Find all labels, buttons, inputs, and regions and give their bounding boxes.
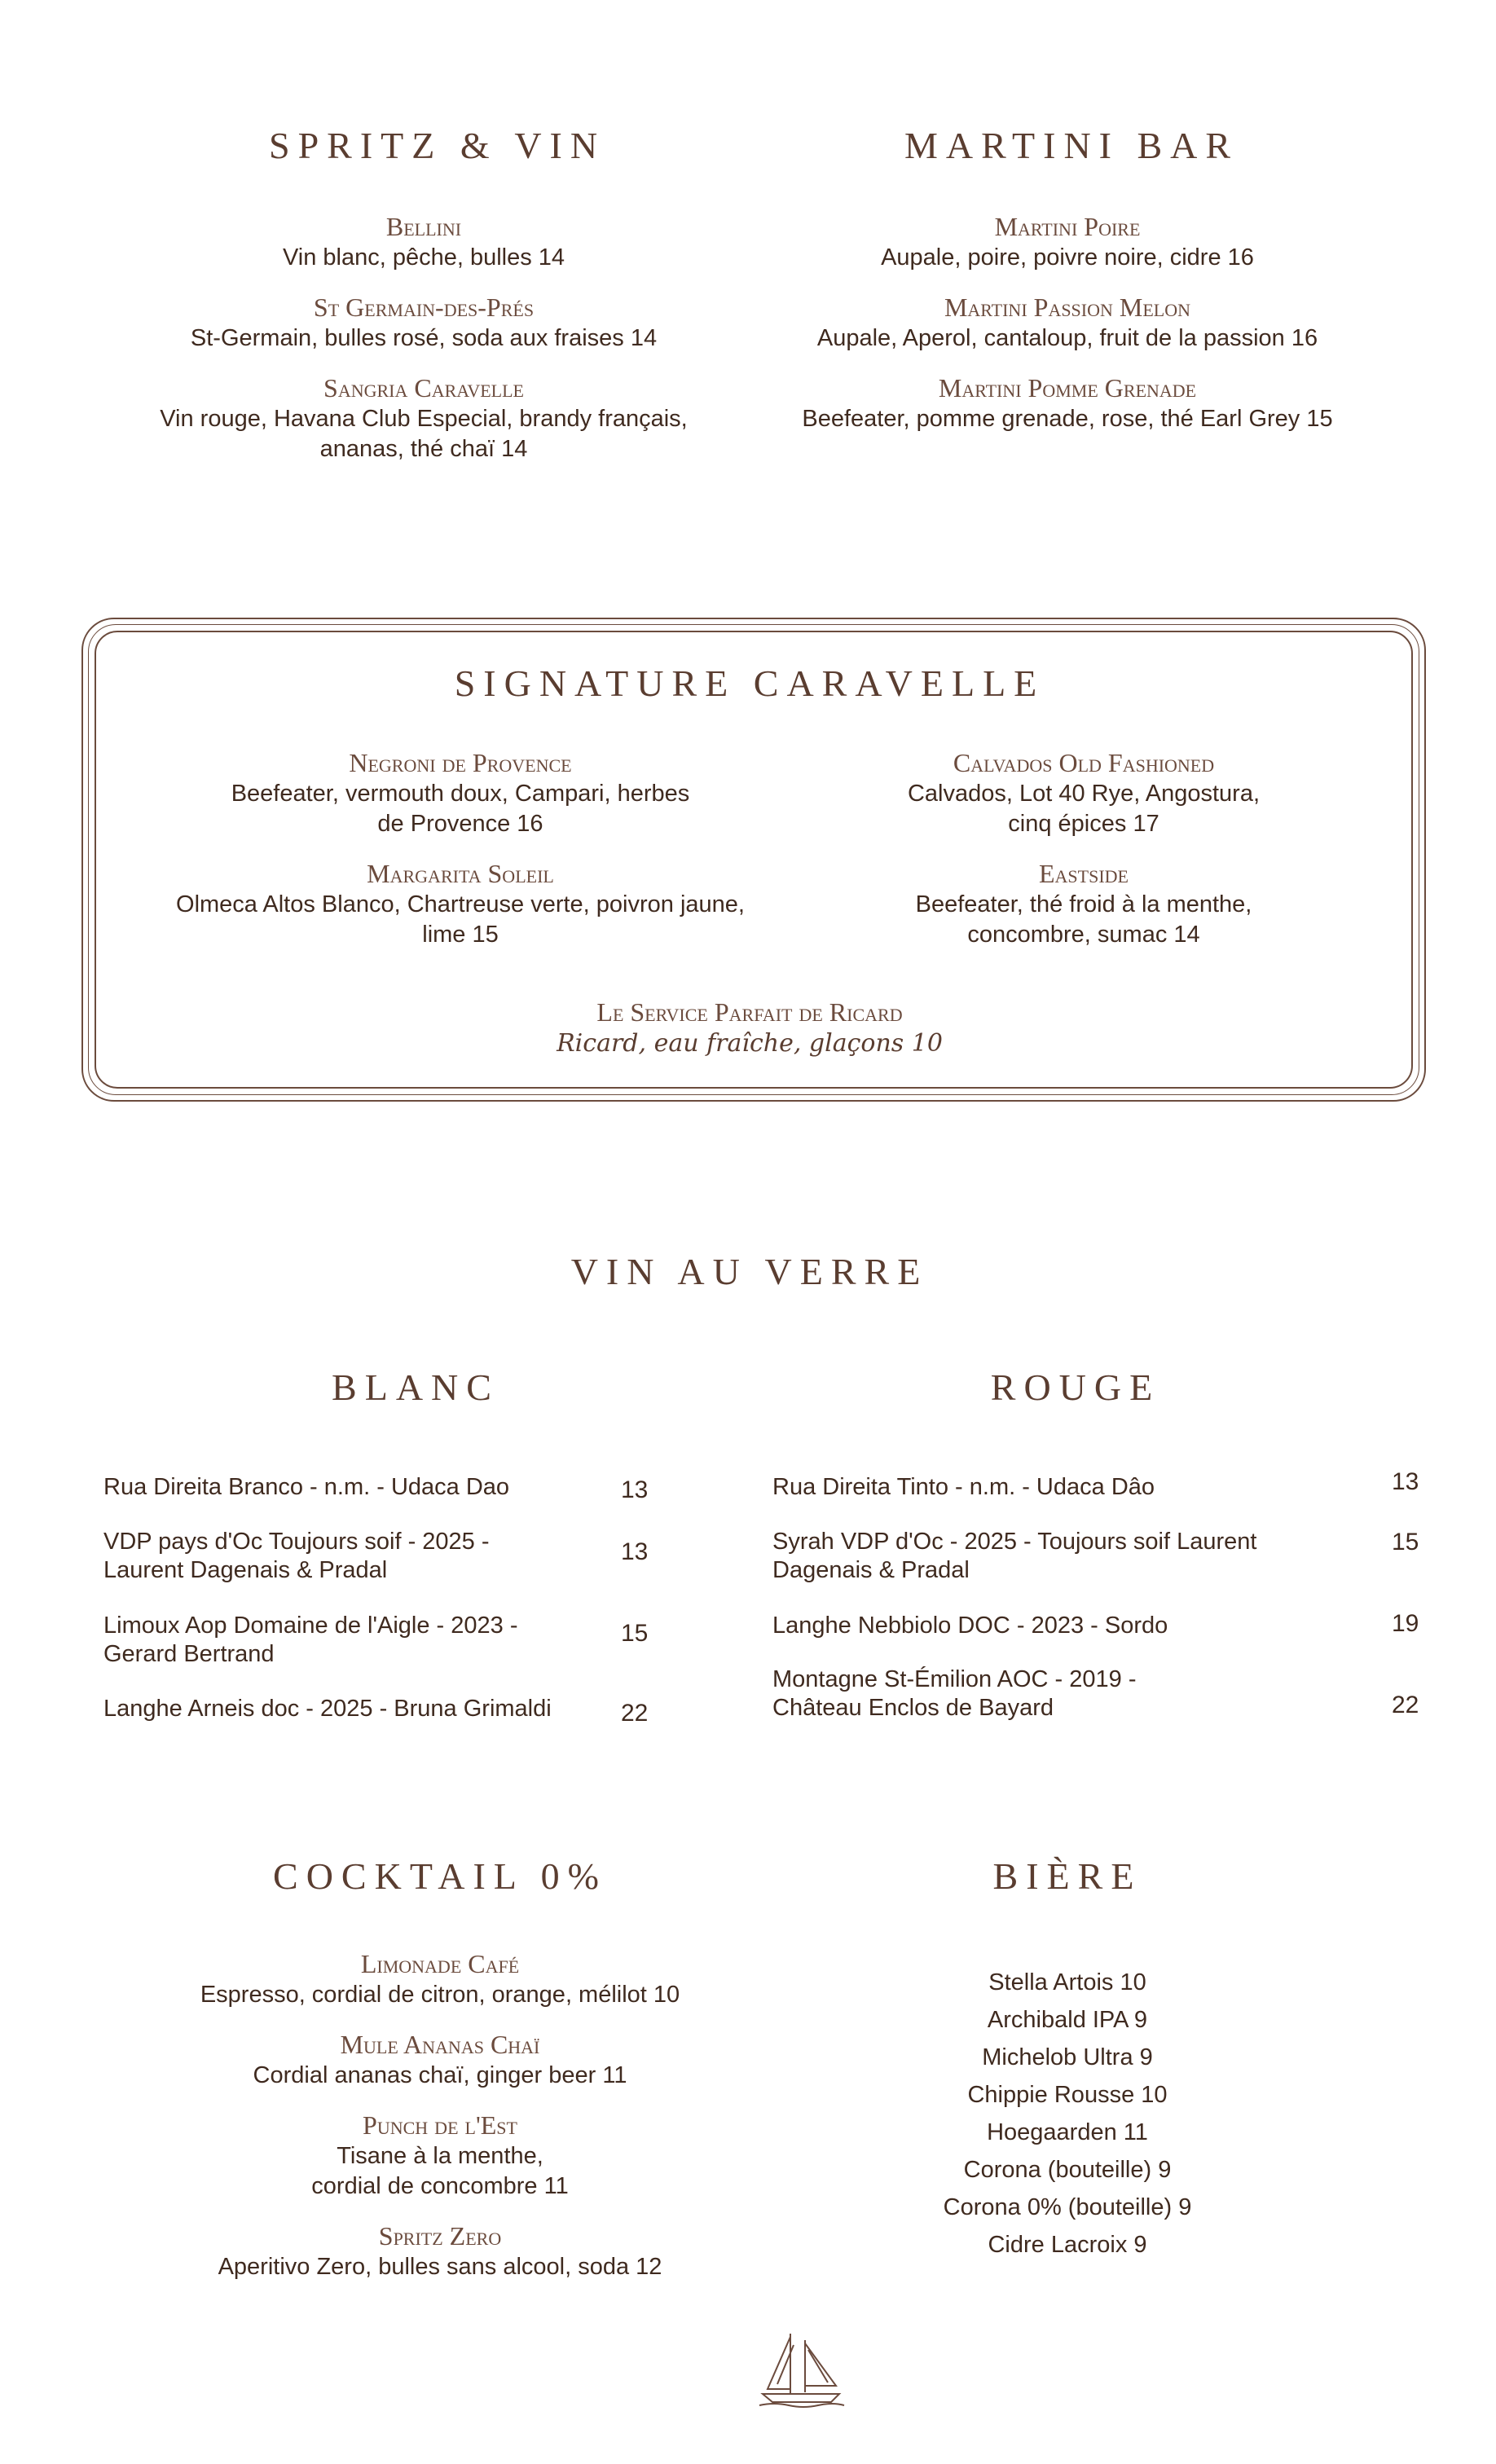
wine-name: Limoux Aop Domaine de l'Aigle - 2023 - Gerard Bertrand (103, 1613, 518, 1667)
menu-item (847, 857, 1320, 950)
item-name: Martini Passion Melon (944, 293, 1191, 322)
signature-title: SIGNATURE CARAVELLE (454, 662, 1045, 704)
cocktail0-title: COCKTAIL 0% (273, 1855, 607, 1897)
item-desc: Tisane à la menthe, cordial de concombre 11 (311, 2143, 569, 2199)
vin-au-verre-title: VIN AU VERRE (570, 1251, 929, 1292)
wine-name: Langhe Nebbiolo DOC - 2023 - Sordo (772, 1613, 1168, 1639)
item-desc: Olmeca Altos Blanco, Chartreuse verte, poivron jaune, lime 15 (176, 891, 745, 948)
menu-item (130, 291, 717, 354)
wine-price: 19 (1392, 1610, 1419, 1637)
menu-item (171, 857, 750, 950)
list-item: Chippie Rousse 10 (967, 2082, 1168, 2108)
rouge-title: ROUGE (990, 1366, 1161, 1408)
wine-price: 13 (621, 1476, 649, 1503)
list-item: Hoegaarden 11 (987, 2119, 1148, 2145)
item-desc: Aperitivo Zero, bulles sans alcool, soda 12 (218, 2254, 662, 2280)
signature-right-list (847, 746, 1320, 968)
menu-item (766, 291, 1369, 354)
wine-price: 13 (1392, 1468, 1419, 1495)
item-name: Negroni de Provence (349, 748, 572, 777)
wine-name: Rua Direita Tinto - n.m. - Udaca Dâo (772, 1474, 1155, 1500)
menu-item (163, 1947, 717, 2010)
item-name: St Germain-des-Prés (313, 293, 535, 322)
cocktail0-list (163, 1947, 717, 2300)
item-desc: Cordial ananas chaï, ginger beer 11 (253, 2062, 627, 2088)
spritz-title: SPRITZ & VIN (269, 125, 606, 166)
list-item: Corona 0% (bouteille) 9 (943, 2194, 1192, 2220)
list-item: Stella Artois 10 (988, 1969, 1146, 1995)
signature-featured (456, 996, 1043, 1059)
spritz-list (130, 210, 717, 482)
wine-price: 15 (621, 1620, 649, 1647)
item-desc: Vin blanc, pêche, bulles 14 (282, 244, 565, 271)
item-desc: Espresso, cordial de citron, orange, mélilot 10 (200, 1982, 680, 2008)
menu-item (163, 2028, 717, 2091)
wine-price: 22 (1392, 1692, 1419, 1718)
menu-item (163, 2220, 717, 2282)
martini-title: MARTINI BAR (904, 125, 1239, 166)
list-item: Michelob Ultra 9 (982, 2044, 1153, 2070)
menu-item (766, 372, 1369, 434)
signature-left-list (171, 746, 750, 968)
blanc-title: BLANC (332, 1366, 499, 1408)
wine-price: 15 (1392, 1529, 1419, 1555)
menu-item (163, 2109, 717, 2202)
item-name: Eastside (1039, 859, 1129, 888)
menu-item (171, 746, 750, 839)
item-name: Le Service Parfait de Ricard (596, 997, 903, 1027)
item-name: Calvados Old Fashioned (953, 748, 1215, 777)
item-desc: Beefeater, vermouth doux, Campari, herbes de Provence 16 (231, 781, 690, 837)
sailboat-icon (758, 2329, 847, 2414)
item-desc: Aupale, poire, poivre noire, cidre 16 (881, 244, 1254, 271)
wine-price: 13 (621, 1538, 649, 1565)
menu-item (766, 210, 1369, 273)
list-item: Corona (bouteille) 9 (963, 2157, 1172, 2183)
item-name: Martini Pomme Grenade (938, 373, 1197, 403)
item-desc: Beefeater, thé froid à la menthe, concombre, sumac 14 (915, 891, 1252, 948)
wine-name: Syrah VDP d'Oc - 2025 - Toujours soif Laurent Dagenais & Pradal (772, 1529, 1257, 1583)
item-desc: Aupale, Aperol, cantaloup, fruit de la passion 16 (816, 325, 1318, 351)
biere-list (856, 1964, 1279, 2264)
item-name: Punch de l'Est (363, 2110, 517, 2140)
list-item: Cidre Lacroix 9 (988, 2232, 1147, 2258)
wine-name: Langhe Arneis doc - 2025 - Bruna Grimaldi (103, 1696, 552, 1722)
item-name: Sangria Caravelle (323, 373, 524, 403)
menu-item (130, 210, 717, 273)
item-desc: Beefeater, pomme grenade, rose, thé Earl Grey 15 (802, 406, 1333, 432)
item-name: Margarita Soleil (367, 859, 554, 888)
martini-list (766, 210, 1369, 452)
item-name: Limonade Café (360, 1949, 520, 1978)
item-name: Bellini (385, 212, 462, 241)
item-desc: Ricard, eau fraîche, glaçons 10 (557, 1029, 943, 1058)
wine-price: 22 (621, 1700, 649, 1727)
menu-item (847, 746, 1320, 839)
wine-name: VDP pays d'Oc Toujours soif - 2025 - Laurent Dagenais & Pradal (103, 1529, 490, 1583)
item-name: Spritz Zero (378, 2221, 502, 2251)
wine-name: Rua Direita Branco - n.m. - Udaca Dao (103, 1474, 510, 1500)
item-name: Mule Ananas Chaï (340, 2030, 540, 2059)
item-desc: Calvados, Lot 40 Rye, Angostura, cinq épices 17 (907, 781, 1261, 837)
menu-item (130, 372, 717, 464)
wine-name: Montagne St-Émilion AOC - 2019 - Château Enclos de Bayard (772, 1666, 1137, 1721)
biere-title: BIÈRE (992, 1855, 1142, 1897)
item-name: Martini Poire (994, 212, 1141, 241)
item-desc: Vin rouge, Havana Club Especial, brandy français, ananas, thé chaï 14 (160, 406, 688, 462)
item-desc: St-Germain, bulles rosé, soda aux fraises 14 (190, 325, 658, 351)
list-item: Archibald IPA 9 (987, 2007, 1148, 2033)
